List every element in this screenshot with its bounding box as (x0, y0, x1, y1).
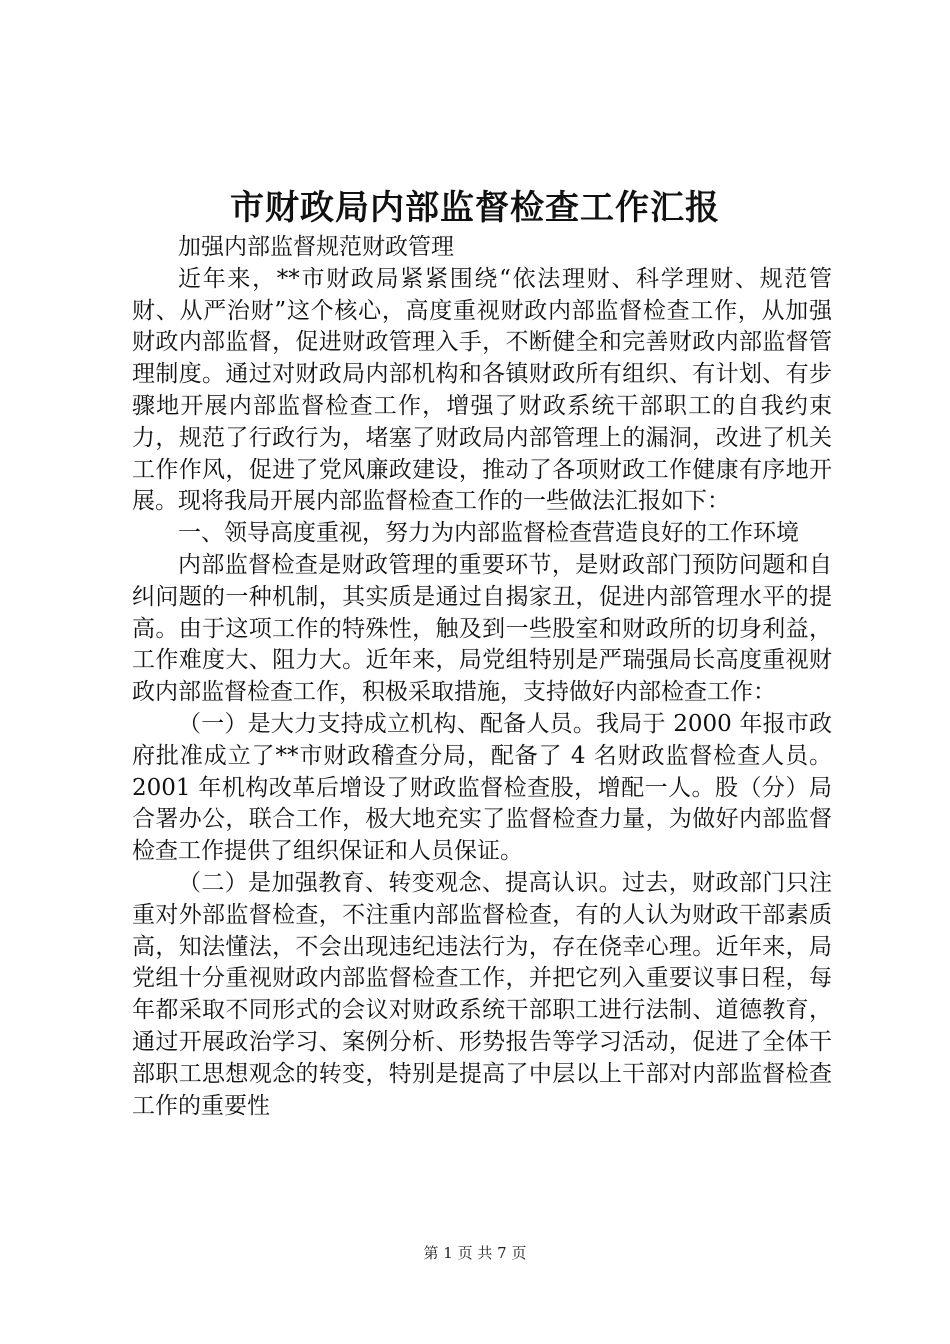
body-paragraph: （二）是加强教育、转变观念、提高认识。过去，财政部门只注重对外部监督检查，不注重内部监督检查，有的人认为财政干部素质高，知法懂法，不会出现违纪违法行为，存在侥幸心理。近年来，局党组十分重视财政内部监督检查工作，并把它列入重要议事日程，每年都采取不同形式的会议对财政系统干部职工进行法制、道德教育，通过开展政治学习、案例分析、形势报告等学习活动，促进了全体干部职工思想观念的转变，特别是提高了中层以上干部对内部监督检查工作的重要性 (132, 869, 832, 1119)
section-heading-1: 一、领导高度重视，努力为内部监督检查营造良好的工作环境 (178, 520, 799, 547)
intro-paragraph: 近年来，**市财政局紧紧围绕“依法理财、科学理财、规范管财、从严治财”这个核心，高度重视财政内部监督检查工作，从加强财政内部监督，促进财政管理入手，不断健全和完善财政内部监督管理制度。通过对财政局内部机构和各镇财政所有组织、有计划、有步骤地开展内部监督检查工作，增强了财政系统干部职工的自我约束力，规范了行政行为，堵塞了财政局内部管理上的漏洞，改进了机关工作作风，促进了党风廉政建设，推动了各项财政工作健康有序地开展。现将我局开展内部监督检查工作的一些做法汇报如下： (132, 265, 832, 515)
page-footer: 第 1 页 共 7 页 (423, 1244, 527, 1262)
document-title: 市财政局内部监督检查工作汇报 (230, 188, 720, 228)
body-paragraph: 内部监督检查是财政管理的重要环节，是财政部门预防问题和自纠问题的一种机制，其实质是通过自揭家丑，促进内部管理水平的提高。由于这项工作的特殊性，触及到一些股室和财政所的切身利益，工作难度大、阻力大。近年来，局党组特别是严瑞强局长高度重视财政内部监督检查工作，积极采取措施，支持做好内部检查工作： (132, 551, 832, 706)
document-body (132, 232, 832, 1122)
subtitle-paragraph: 加强内部监督规范财政管理 (178, 234, 454, 260)
body-paragraph: （一）是大力支持成立机构、配备人员。我局于 2000 年报市政府批准成立了**市财政稽查分局，配备了 4 名财政监督检查人员。2001 年机构改革后增设了财政监督检查股，增配一人。股（分）局合署办公，联合工作，极大地充实了监督检查力量，为做好内部监督检查工作提供了组织保证和人员保证。 (132, 710, 832, 865)
